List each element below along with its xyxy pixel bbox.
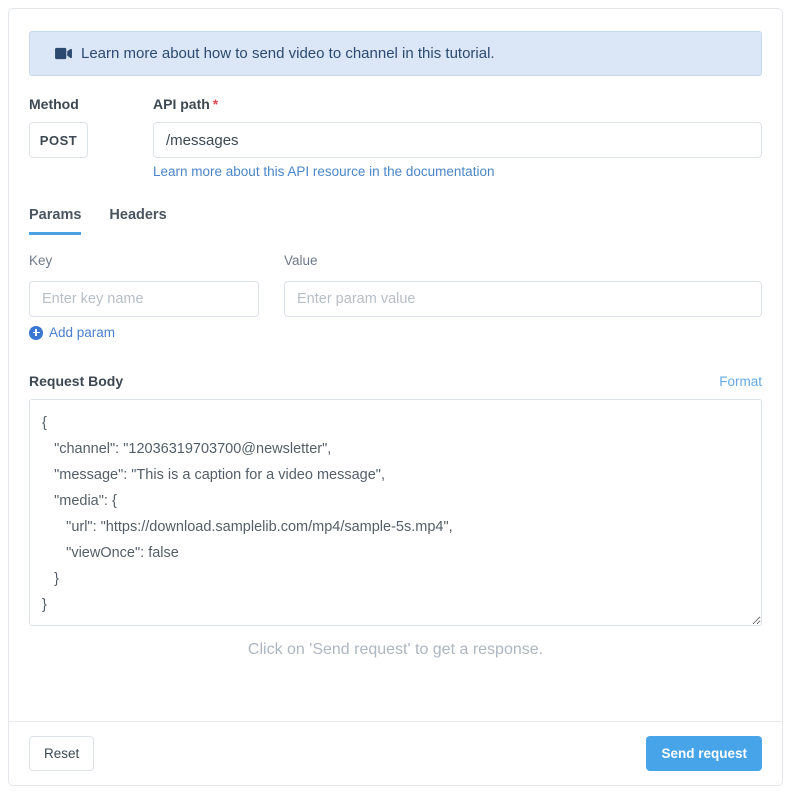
method-column xyxy=(29,96,153,181)
api-docs-link[interactable]: Learn more about this API resource in the documentation xyxy=(153,164,495,179)
reset-button[interactable]: Reset xyxy=(29,736,94,771)
add-param-label: Add param xyxy=(49,325,116,340)
method-label: Method xyxy=(29,96,79,112)
tutorial-banner-text: Learn more about how to send video to channel in this tutorial. xyxy=(81,45,495,62)
tab-headers[interactable]: Headers xyxy=(109,207,167,223)
footer xyxy=(9,722,782,785)
send-request-button[interactable]: Send request xyxy=(646,736,762,771)
api-path-column xyxy=(153,96,762,181)
param-key-value-row xyxy=(29,253,762,317)
required-asterisk: * xyxy=(212,96,219,112)
tab-params[interactable]: Params xyxy=(29,207,81,235)
param-key-column xyxy=(29,253,259,317)
tutorial-banner[interactable] xyxy=(29,31,762,76)
plus-circle-icon xyxy=(29,326,43,340)
api-path-label xyxy=(153,96,762,113)
response-hint: Click on 'Send request' to get a response. xyxy=(247,640,544,658)
param-value-input[interactable] xyxy=(284,281,762,317)
video-camera-icon xyxy=(54,46,73,61)
format-button[interactable]: Format xyxy=(719,373,762,389)
param-key-label: Key xyxy=(29,253,53,268)
method-path-row xyxy=(29,96,762,181)
param-value-column xyxy=(284,253,762,317)
api-path-input[interactable] xyxy=(153,122,762,158)
add-param-button[interactable] xyxy=(29,325,115,340)
request-body-header xyxy=(29,373,762,390)
param-value-label: Value xyxy=(284,253,318,268)
request-body-label: Request Body xyxy=(29,372,124,389)
card-body xyxy=(9,9,782,659)
param-key-input[interactable] xyxy=(29,281,259,317)
request-body-textarea[interactable] xyxy=(29,399,762,626)
method-selector[interactable]: POST xyxy=(29,122,88,158)
api-path-label-text: API path xyxy=(153,96,210,112)
api-request-card xyxy=(8,8,783,786)
request-tabs xyxy=(29,207,762,235)
